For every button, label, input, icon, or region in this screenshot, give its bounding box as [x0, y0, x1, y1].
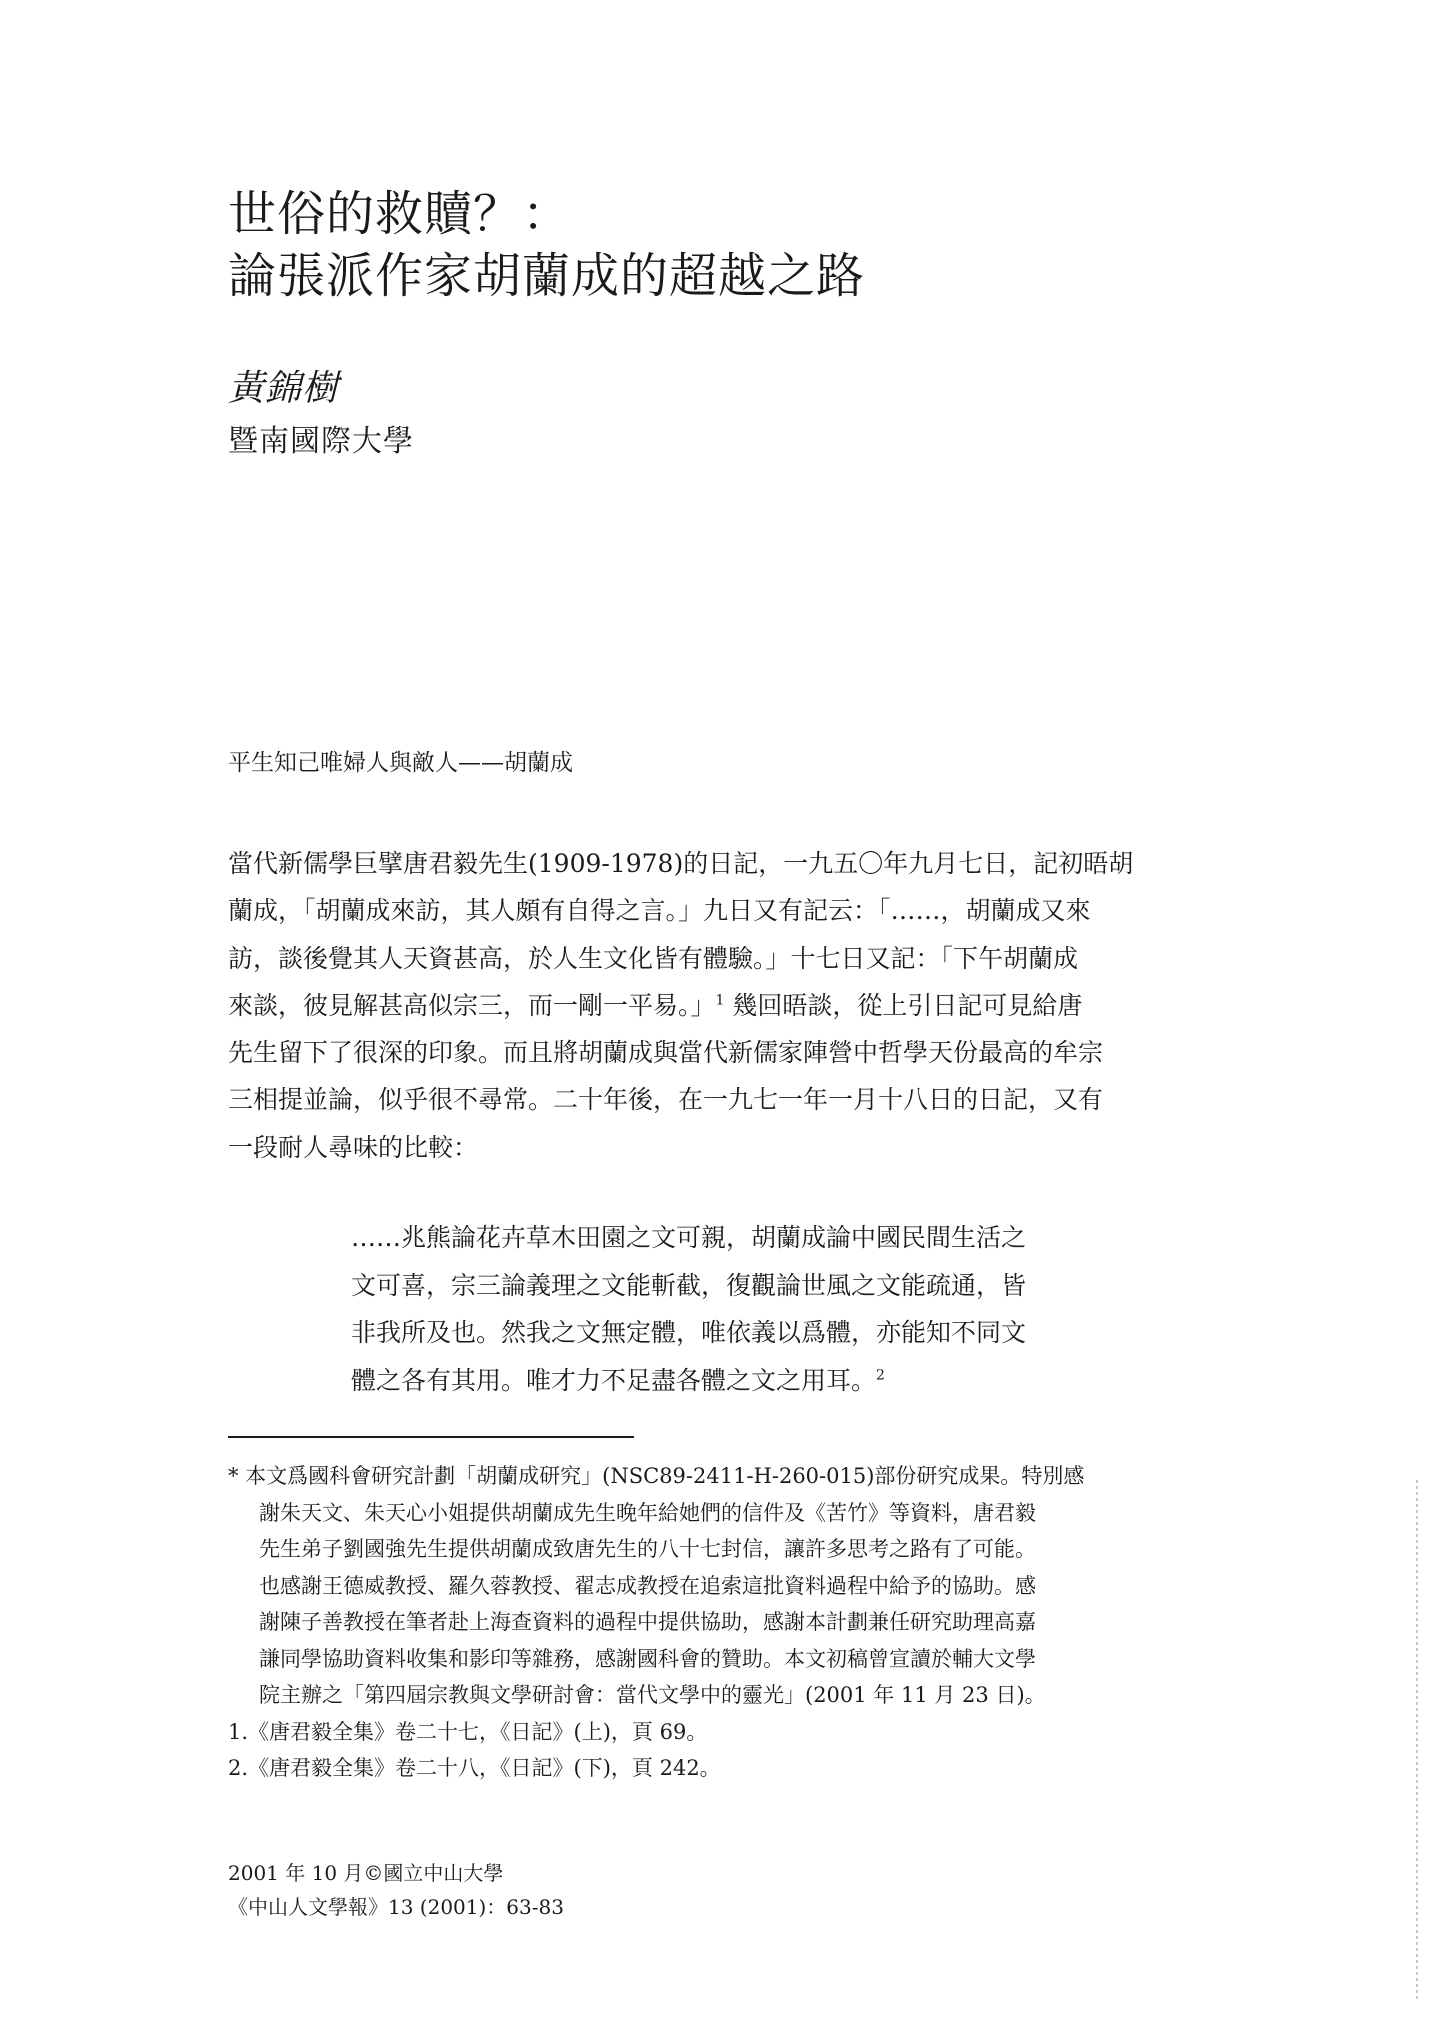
author-name: 黃錦樹 — [228, 368, 340, 409]
title-line-1: 世俗的救贖？： — [228, 186, 572, 242]
body-line: 蘭成，「胡蘭成來訪，其人頗有自得之言。」九日又有記云：「……，胡蘭成又來 — [228, 896, 1091, 926]
journal-citation: 《中山人文學報》13 (2001)：63-83 — [228, 1895, 564, 1919]
body-line: 當代新儒學巨擘唐君毅先生(1909-1978)的日記，一九五〇年九月七日，記初晤胡 — [228, 849, 1134, 878]
footnote-2: 2.《唐君毅全集》卷二十八，《日記》(下)，頁 242。 — [228, 1756, 721, 1780]
footnote-star-line: 先生弟子劉國強先生提供胡蘭成致唐先生的八十七封信，讓許多思考之路有了可能。 — [259, 1537, 1036, 1561]
footnote-star-line: * 本文爲國科會研究計劃「胡蘭成研究」(NSC89-2411-H-260-015)部份研究成果。特別感 — [228, 1464, 1085, 1488]
footnote-1: 1.《唐君毅全集》卷二十七，《日記》(上)，頁 69。 — [228, 1719, 708, 1744]
body-line: 先生留下了很深的印象。而且將胡蘭成與當代新儒家陣營中哲學天份最高的牟宗 — [228, 1038, 1104, 1068]
article-title — [228, 183, 865, 307]
body-line: 三相提並論，似乎很不尋常。二十年後，在一九七一年一月十八日的日記，又有 — [228, 1085, 1104, 1115]
author-affiliation: 暨南國際大學 — [228, 424, 414, 459]
footnote-star-line: 也感謝王德威教授、羅久蓉教授、翟志成教授在追索這批資料過程中給予的協助。感 — [259, 1573, 1036, 1598]
footnote-star-line: 謝朱天文、朱天心小姐提供胡蘭成先生晚年給她們的信件及《苦竹》等資料，唐君毅 — [259, 1500, 1036, 1525]
quote-line: 非我所及也。然我之文無定體，唯依義以爲體，亦能知不同文 — [351, 1318, 1027, 1348]
epigraph: 平生知己唯婦人與敵人——胡蘭成 — [228, 750, 573, 776]
scan-edge-artifact — [1416, 1480, 1418, 2000]
quote-line-with-footnote — [351, 1357, 1141, 1405]
body-line: 一段耐人尋味的比較： — [228, 1132, 479, 1162]
body-line-segment: 幾回晤談，從上引日記可見給唐 — [732, 990, 1083, 1020]
footnote-ref-2[interactable]: 2 — [876, 1367, 885, 1384]
quote-line: 文可喜，宗三論義理之文能斬截，復觀論世風之文能疏通，皆 — [351, 1270, 1027, 1300]
footnote-star-line: 院主辦之「第四屆宗教與文學研討會：當代文學中的靈光」(2001 年 11 月 23 日)。 — [259, 1683, 1046, 1707]
footnote-star-line: 謝陳子善教授在筆者赴上海查資料的過程中提供協助，感謝本計劃兼任研究助理高嘉 — [259, 1610, 1036, 1634]
footnote-star-line: 謙同學協助資料收集和影印等雜務，感謝國科會的贊助。本文初稿曾宣讀於輔大文學 — [259, 1646, 1036, 1671]
body-line: 訪，談後覺其人天資甚高，於人生文化皆有體驗。」十七日又記：「下午胡蘭成 — [228, 943, 1079, 973]
footnote-divider — [228, 1436, 634, 1438]
footnote-ref-1[interactable]: 1 — [715, 992, 725, 1009]
title-line-2: 論張派作家胡蘭成的超越之路 — [228, 248, 866, 304]
block-quote — [351, 1214, 1141, 1404]
publication-info — [228, 1856, 564, 1924]
body-paragraph — [228, 840, 1218, 1171]
quote-line: ……兆熊論花卉草木田園之文可親，胡蘭成論中國民間生活之 — [351, 1223, 1027, 1252]
footnotes — [228, 1458, 1228, 1787]
body-line-segment: 來談，彼見解甚高似宗三，而一剛一平易。」 — [228, 990, 716, 1020]
publication-date: 2001 年 10 月©國立中山大學 — [228, 1861, 504, 1885]
body-line-with-footnote — [228, 982, 1218, 1029]
quote-line-segment: 體之各有其用。唯才力不足盡各體之文之用耳。 — [351, 1365, 877, 1395]
